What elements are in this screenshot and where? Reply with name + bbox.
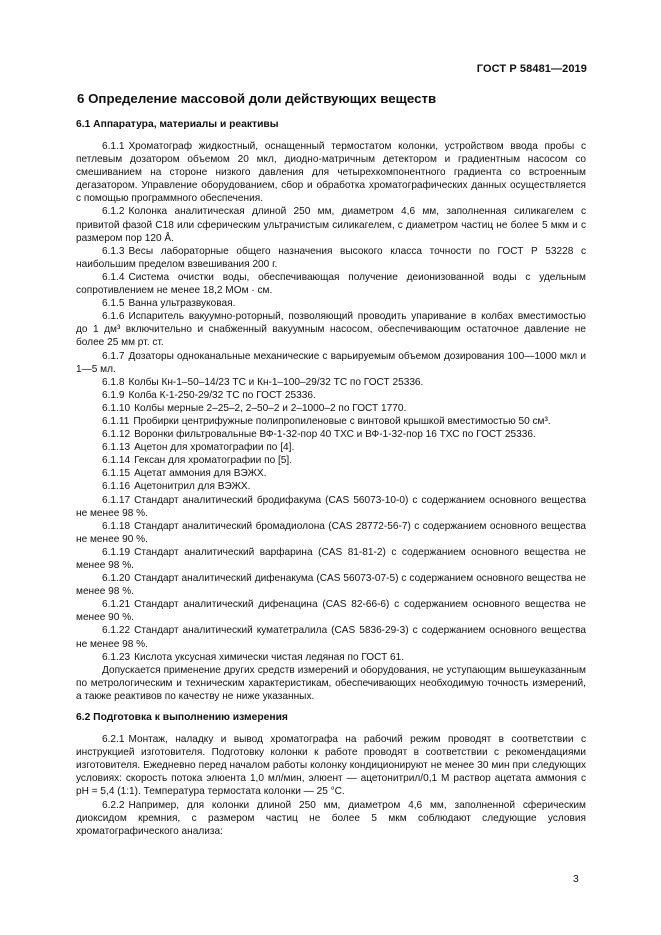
paragraph-text: Ванна ультразвуковая.	[128, 298, 236, 310]
clause-number: 6.1.18	[102, 520, 131, 532]
clause-number: 6.1.14	[102, 455, 131, 467]
paragraph-text: Кислота уксусная химически чистая ледяная по ГОСТ 61.	[134, 651, 405, 663]
paragraph-text: Ацетон для хроматографии по [4].	[134, 442, 295, 454]
subsection-title: 6.1 Аппаратура, материалы и реактивы	[76, 119, 279, 130]
paragraph-text: Колбы мерные 2–25–2, 2–50–2 и 2–1000–2 по ГОСТ 1770.	[134, 402, 407, 414]
paragraph-text: Ацетат аммония для ВЭЖХ.	[134, 468, 267, 480]
paragraph	[76, 140, 586, 205]
document-body	[76, 90, 586, 838]
subsection-title: 6.2 Подготовка к выполнению измерения	[76, 712, 288, 724]
clause-number: 6.1.2	[102, 206, 125, 218]
paragraph-text: Ацетонитрил для ВЭЖХ.	[134, 481, 251, 493]
page-number: 3	[573, 874, 579, 885]
clause-number: 6.1.10	[102, 402, 131, 414]
paragraph-list	[76, 733, 586, 838]
paragraph	[76, 441, 586, 454]
clause-number: 6.2.1	[102, 734, 125, 746]
paragraph-text: Пробирки центрифужные полипропиленовые с винтовой крышкой вместимостью 50 см³.	[133, 415, 551, 427]
paragraph	[76, 297, 586, 310]
paragraph	[76, 598, 586, 624]
paragraph	[76, 799, 586, 838]
paragraph-text: Стандарт аналитический дифенацина (CAS 82-66-6) с содержанием основного вещества не менее 90 %.	[76, 599, 586, 624]
clause-number: 6.1.4	[102, 271, 125, 283]
paragraph	[76, 624, 586, 650]
clause-number: 6.1.9	[102, 389, 125, 401]
paragraph-text: Стандарт аналитический дифенакума (CAS 56073-07-5) с содержанием основного вещества не менее 98 %.	[76, 573, 586, 598]
clause-number: 6.1.23	[102, 651, 131, 663]
clause-number: 6.1.3	[102, 245, 125, 257]
clause-number: 6.1.19	[102, 546, 131, 558]
paragraph	[76, 520, 586, 546]
clause-number: 6.1.17	[102, 494, 131, 506]
paragraph-text: Весы лабораторные общего назначения высокого класса точности по ГОСТ Р 53228 с наибольшим пределом взвешивания 200 г.	[76, 245, 586, 270]
paragraph	[76, 572, 586, 598]
clause-number: 6.1.5	[102, 298, 125, 310]
clause-number: 6.1.7	[102, 350, 125, 362]
paragraph-text: Дозаторы одноканальные механические с варьируемым объемом дозирования 100—1000 мкл и 1—5 мл.	[76, 350, 586, 375]
clause-number: 6.1.12	[102, 429, 131, 441]
clause-number: 6.1.21	[102, 599, 131, 611]
clause-number: 6.1.16	[102, 481, 131, 493]
clause-number: 6.1.13	[102, 442, 131, 454]
paragraph	[76, 310, 586, 349]
paragraph	[76, 480, 586, 493]
paragraph-text: Гексан для хроматографии по [5].	[134, 455, 293, 467]
paragraph-text: Колба К-1-250-29/32 ТС по ГОСТ 25336.	[128, 389, 316, 401]
clause-number: 6.2.2	[102, 799, 125, 811]
paragraph	[76, 415, 586, 428]
paragraph-list	[76, 140, 586, 703]
paragraph	[76, 467, 586, 480]
paragraph	[76, 651, 586, 664]
paragraph-text: Хроматограф жидкостный, оснащенный термостатом колонки, устройством ввода пробы с петлевым дозатором объемом 20 мкл, диодно-матричным детектором и градиентным насосом со смешиванием на стороне низкого давления для четырехкомпонентного градиента со встроенным дегазатором. Управление оборудованием, сбор и обработка хроматографических данных осуществляется с помощью программного обеспечения.	[76, 141, 586, 205]
paragraph-text: Стандарт аналитический бродифакума (CAS 56073-10-0) с содержанием основного вещества не менее 98 %.	[76, 494, 586, 519]
spacer	[76, 703, 586, 711]
paragraph-text: Монтаж, наладку и вывод хроматографа на рабочий режим проводят в соответствии с инструкцией изготовителя. Подготовку колонки к работе проводят в соответствии с рекомендациями изготовителя. Ежедневно перед началом работы колонку кондиционируют не менее 30 мин при следующих условиях: скорость потока элюента 1,0 мл/мин, элюент — ацетонитрил/0,1 М раствор ацетата аммония с pH = 5,4 (1:1). Температура термостата колонки — 25 °С.	[76, 734, 586, 798]
clause-number: 6.1.6	[102, 311, 125, 323]
paragraph-text: Колбы Кн-1–50–14/23 ТС и Кн-1–100–29/32 ТС по ГОСТ 25336.	[128, 376, 424, 388]
paragraph	[76, 546, 586, 572]
paragraph	[76, 376, 586, 389]
paragraph-text: Например, для колонки длиной 250 мм, диаметром 4,6 мм, заполненной сферическим диоксидом кремния, с размером частиц не более 5 мкм соблюдают следующие условия хроматографического анализа:	[76, 799, 586, 837]
paragraph	[76, 389, 586, 402]
paragraph	[76, 402, 586, 415]
paragraph	[76, 350, 586, 376]
clause-number: 6.1.15	[102, 468, 131, 480]
paragraph-text: Испаритель вакуумно-роторный, позволяющий проводить упаривание в колбах вместимостью до 1 дм³ включительно и снабженный вакуумным насосом, обеспечивающим остаточное давление не более 25 мм рт. ст.	[76, 311, 586, 349]
paragraph-text: Система очистки воды, обеспечивающая получение деионизованной воды с удельным сопротивлением не менее 18,2 МОм · см.	[76, 271, 586, 297]
clause-number: 6.1.20	[102, 573, 131, 585]
paragraph	[76, 494, 586, 520]
paragraph	[76, 428, 586, 441]
clause-number: 6.1.1	[102, 141, 125, 152]
section-title: 6 Определение массовой доли действующих веществ	[77, 91, 437, 106]
paragraph-text: Воронки фильтровальные ВФ-1-32-пор 40 ТХС и ВФ-1-32-пор 16 ТХС по ГОСТ 25336.	[134, 429, 536, 441]
document-id: ГОСТ Р 58481—2019	[476, 63, 587, 75]
paragraph-text: Стандарт аналитический бромадиолона (CAS 28772-56-7) с содержанием основного вещества не менее 90 %.	[76, 520, 586, 545]
paragraph	[76, 245, 586, 271]
paragraph-text: Стандарт аналитический варфарина (CAS 81-81-2) с содержанием основного вещества не менее 98 %.	[76, 546, 586, 571]
clause-number: 6.1.8	[102, 376, 125, 388]
paragraph-text: Допускается применение других средств измерений и оборудования, не уступающим вышеуказанным по метрологическим и техническим характеристикам, обеспечивающих необходимую точность измерений, а также реактивов по качеству не ниже указанных.	[76, 664, 586, 702]
paragraph	[76, 454, 586, 467]
paragraph	[76, 205, 586, 244]
paragraph	[76, 733, 586, 798]
clause-number: 6.1.22	[102, 625, 131, 637]
paragraph	[76, 271, 586, 297]
clause-number: 6.1.11	[102, 415, 130, 427]
paragraph-text: Колонка аналитическая длиной 250 мм, диаметром 4,6 мм, заполненная силикагелем с привитой фазой С18 или сферическим ультрачистым силикагелем, с диаметром частиц не более 5 мкм и с размером пор 120 Å.	[76, 206, 586, 244]
paragraph	[76, 664, 586, 703]
paragraph-text: Стандарт аналитический куматетралила (CAS 5836-29-3) с содержанием основного вещества не менее 98 %.	[76, 625, 586, 650]
